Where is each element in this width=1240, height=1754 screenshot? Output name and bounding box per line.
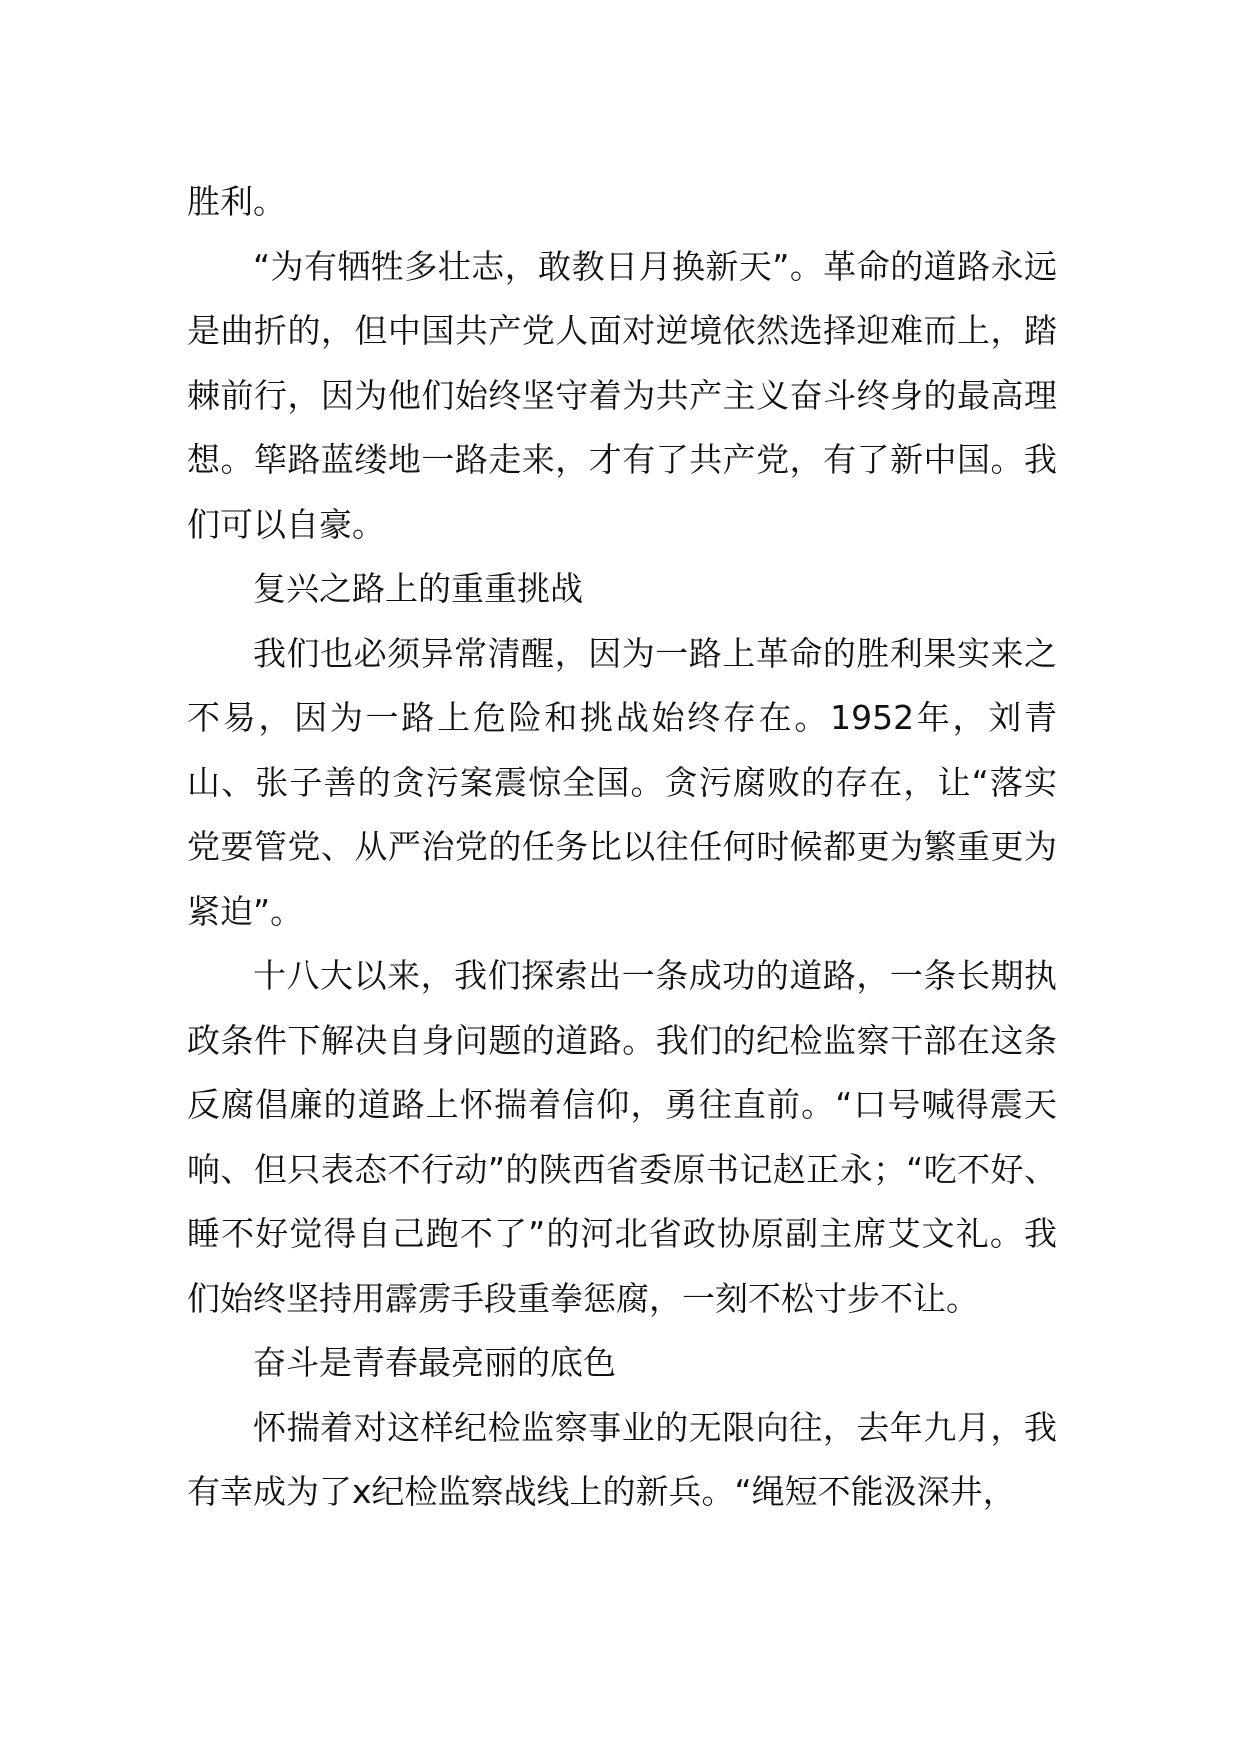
paragraph-new-recruit: 怀揣着对这样纪检监察事业的无限向往，去年九月，我有幸成为了x纪检监察战线上的新兵。“绳短不能汲深井， (187, 1407, 1057, 1511)
paragraph-vigilance: 我们也必须异常清醒，因为一路上革命的胜利果实来之不易，因为一路上危险和挑战始终存在。1952年，刘青山、张子善的贪污案震惊全国。贪污腐败的存在，让“落实党要管党、从严治党的任务比以往任何时候都更为繁重更为紧迫”。 (187, 633, 1057, 931)
section-heading-challenges: 复兴之路上的重重挑战 (253, 569, 583, 608)
section-heading-youth: 奋斗是青春最亮丽的底色 (253, 1343, 616, 1382)
paragraph-revolution-road: “为有牺牲多壮志，敢教日月换新天”。革命的道路永远是曲折的，但中国共产党人面对逆境依然选择迎难而上，踏棘前行，因为他们始终坚守着为共产主义奋斗终身的最高理想。筚路蓝缕地一路走来，才有了共产党，有了新中国。我们可以自豪。 (187, 246, 1057, 544)
paragraph-continuation: 胜利。 (187, 182, 286, 221)
paragraph-anti-corruption: 十八大以来，我们探索出一条成功的道路，一条长期执政条件下解决自身问题的道路。我们的纪检监察干部在这条反腐倡廉的道路上怀揣着信仰，勇往直前。“口号喊得震天响、但只表态不行动”的陕西省委原书记赵正永；“吃不好、睡不好觉得自己跑不了”的河北省政协原副主席艾文礼。我们始终坚持用霹雳手段重拳惩腐，一刻不松寸步不让。 (187, 956, 1057, 1318)
body-text (187, 170, 1057, 1525)
